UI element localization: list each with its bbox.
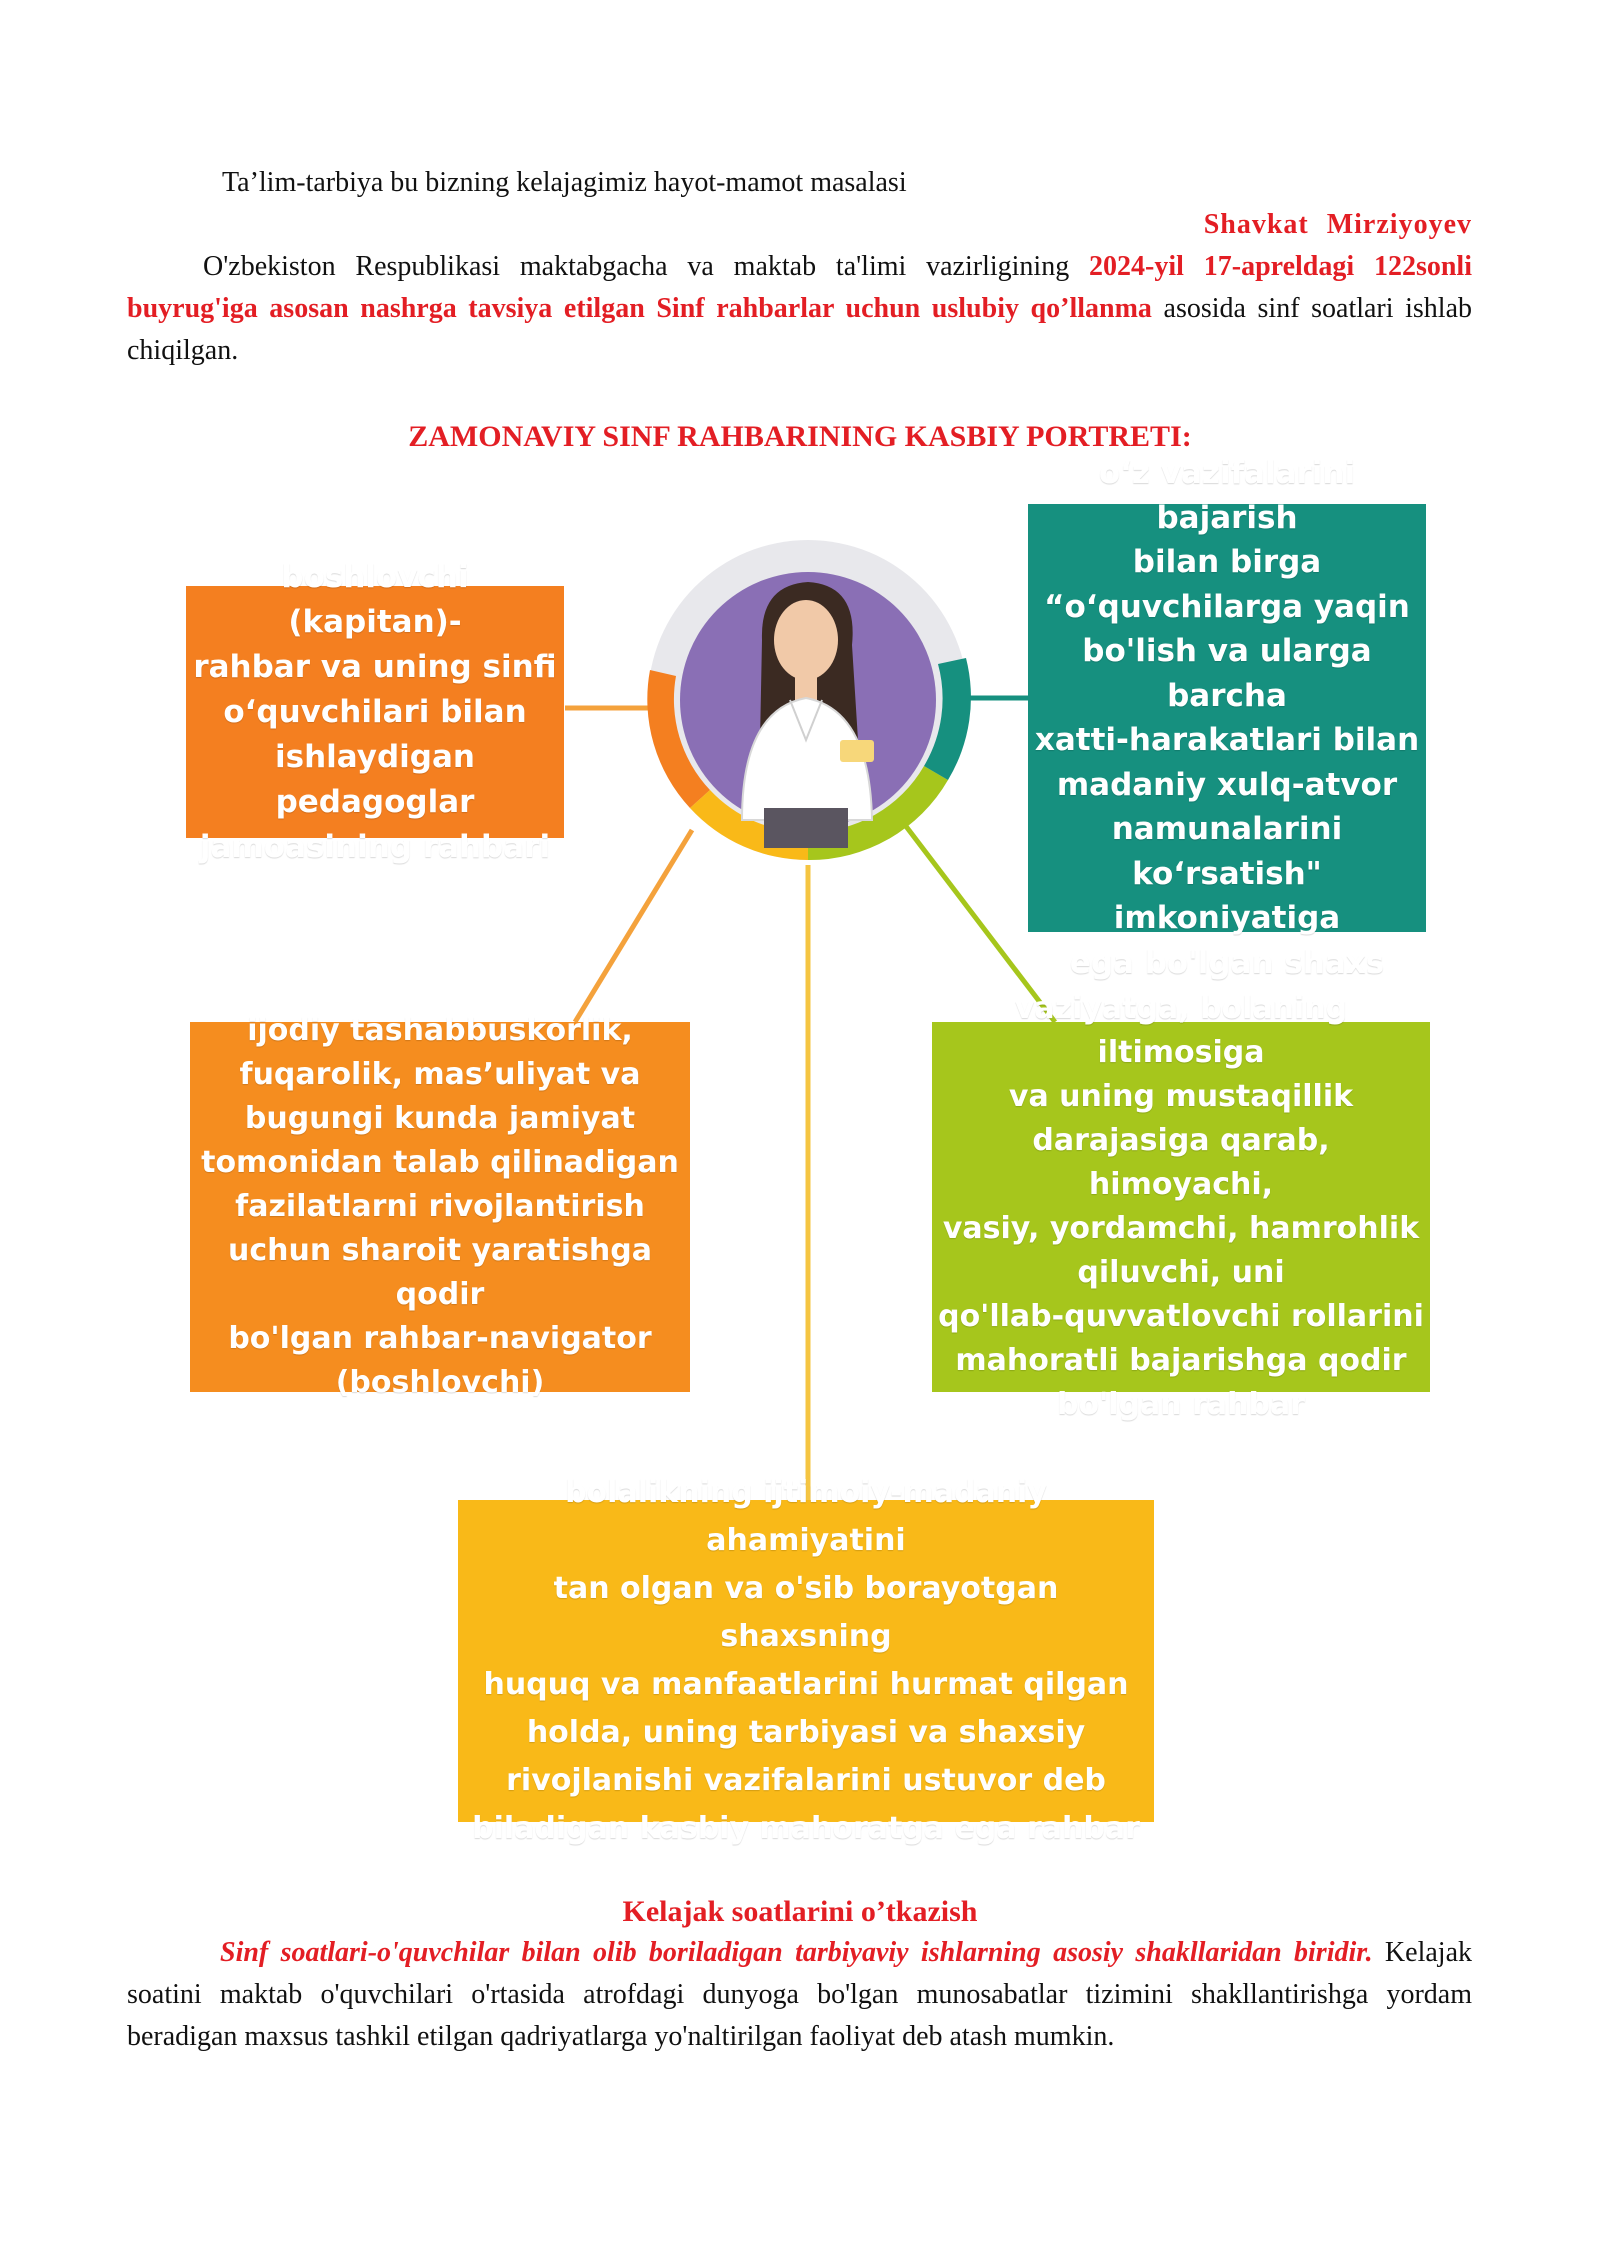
section-heading-future-hours: Kelajak soatlarini o’tkazish [622, 1895, 978, 1928]
box4-line: qiluvchi, uni [1077, 1255, 1285, 1290]
box2-line: madaniy xulq-atvor [1056, 766, 1398, 803]
box1-line: o‘quvchilari bilan [223, 693, 527, 730]
intro-text-1: O'zbekiston Respublikasi maktabgacha va maktab ta'limi vazirligining [203, 251, 1090, 282]
portrait-diagram [0, 455, 1600, 1850]
box5-line: holda, uning tarbiyasi va shaxsiy [526, 1715, 1086, 1750]
box3-text [196, 1009, 684, 1405]
box2-line: bo'lish va ularga barcha [1082, 633, 1372, 714]
box1-text [192, 555, 558, 870]
intro-paragraph [127, 246, 1472, 372]
box3-line: tomonidan talab qilinadigan [201, 1145, 679, 1180]
box3-line: uchun sharoit yaratishga qodir [228, 1233, 652, 1312]
box3-line: fuqarolik, mas’uliyat va [239, 1057, 641, 1092]
box4-line: mahoratli bajarishga qodir [955, 1343, 1407, 1378]
epigraph-author: Shavkat Mirziyoyev [1203, 209, 1472, 240]
diagram-box-supporter [932, 991, 1430, 1422]
box5-line: tan olgan va o'sib borayotgan shaxsning [553, 1571, 1059, 1654]
box1-line: boshlovchi (kapitan)- [281, 558, 469, 640]
diagram-box-role-model [1028, 455, 1426, 981]
para2-text: Kelajak soatini maktab o'quvchilari o'rtasida atrofdagi dunyoga bo'lgan munosabatlar tizimini shakllantirishga yordam beradigan maxsus tashkil etilgan qadriyatlarga yo'naltirilgan faoliyat deb atash mumkin. [127, 1937, 1472, 2052]
box3-line: bo'lgan rahbar-navigator [228, 1321, 652, 1356]
box4-line: va uning mustaqillik [1008, 1079, 1354, 1114]
section-heading-portrait: ZAMONAVIY SINF RAHBARINING KASBIY PORTRETI: [408, 420, 1192, 453]
box4-line: darajasiga qarab, himoyachi, [1032, 1123, 1330, 1202]
box2-line: ko‘rsatish" imkoniyatiga [1113, 855, 1341, 936]
box2-text [1034, 451, 1420, 985]
box3-line: fazilatlarni rivojlantirish [235, 1189, 645, 1224]
box3-line: bugungi kunda jamiyat [244, 1101, 636, 1136]
future-hours-paragraph [127, 1932, 1472, 2058]
connector-line-lower-left [575, 830, 692, 1022]
box2-line: ega bo'lgan shaxs [1069, 944, 1385, 981]
para2-emphasis: Sinf soatlari-o'quvchilar bilan olib boriladigan tarbiyaviy ishlarning asosiy shakllaridan biridir. [220, 1937, 1373, 1968]
box4-line: vaziyatga, bolaning iltimosiga [1014, 991, 1348, 1070]
intro-text-3: asosida sinf soatlari ishlab chiqilgan. [127, 293, 1473, 366]
box4-line: bo'lgan rahbar [1057, 1387, 1305, 1422]
box1-line: jamoasining rahbari [199, 828, 551, 865]
epigraph: Ta’lim-tarbiya bu bizning kelajagimiz hayot-mamot masalasi [222, 167, 907, 198]
diagram-box-navigator [190, 1013, 690, 1400]
box2-line: xatti-harakatlari bilan [1034, 722, 1420, 758]
box5-line: rivojlanishi vazifalarini ustuvor deb [506, 1763, 1106, 1798]
box5-text [464, 1469, 1148, 1853]
intro-highlight: 2024-yil 17-apreldagi 122sonli buyrug'iga asosan nashrga tavsiya etilgan Sinf rahbarlar uchun uslubiy qo’llanma [127, 251, 1472, 324]
box2-line: namunalarini [1111, 811, 1343, 847]
box3-line: (boshlovchi) [335, 1365, 545, 1400]
diagram-box-leader-captain [186, 558, 564, 865]
box2-line: “o‘quvchilarga yaqin [1044, 588, 1410, 625]
box4-line: vasiy, yordamchi, hamrohlik [942, 1211, 1420, 1246]
box5-line: bolalikning ijtimoiy-madaniy ahamiyatini [565, 1475, 1047, 1558]
box2-line: o‘z vazifalarini bajarish [1098, 455, 1356, 536]
box1-line: rahbar va uning sinfi [193, 648, 557, 685]
box5-line: biladigan kasbiy mahoratga ega rahbar [472, 1811, 1140, 1846]
box3-line: ijodiy tashabbuskorlik, [247, 1013, 633, 1048]
box5-line: huquq va manfaatlarini hurmat qilgan [483, 1667, 1129, 1702]
box1-line: ishlaydigan pedagoglar [275, 738, 475, 820]
box4-text [938, 987, 1424, 1427]
box2-line: bilan birga [1132, 544, 1322, 580]
diagram-box-child-rights [458, 1475, 1154, 1846]
box4-line: qo'llab-quvvatlovchi rollarini [938, 1299, 1424, 1334]
